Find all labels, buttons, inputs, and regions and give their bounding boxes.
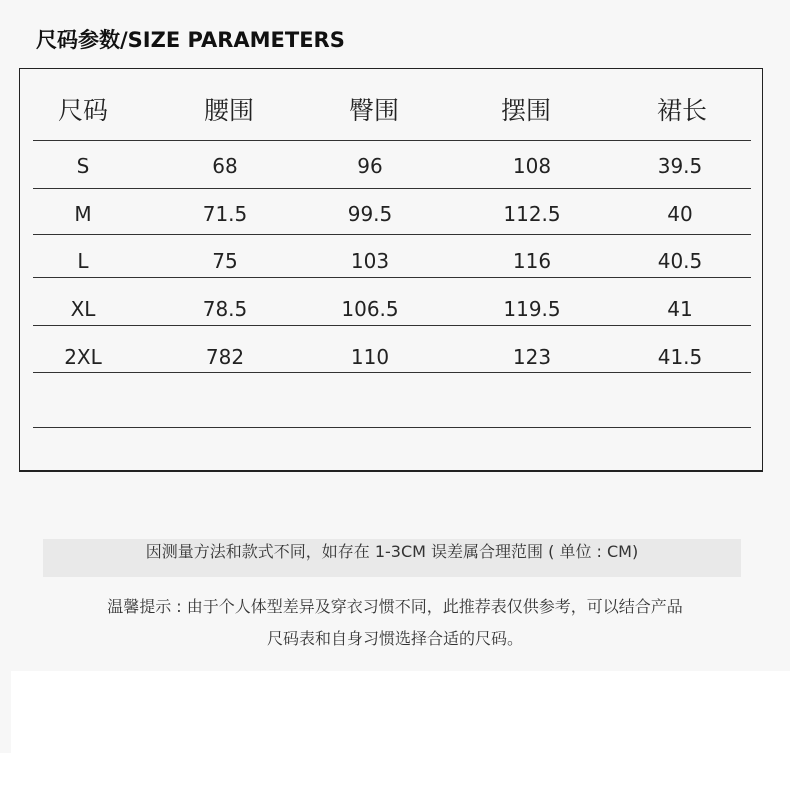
measurement-note: 因测量方法和款式不同，如存在 1-3CM 误差属合理范围 ( 单位 : CM) — [145, 542, 639, 561]
table-header-row — [33, 69, 751, 141]
cell-hip: 99.5 — [347, 202, 393, 226]
table-row — [33, 326, 751, 373]
tip-line-2: 尺码表和自身习惯选择合适的尺码。 — [266, 629, 523, 648]
table-row — [33, 278, 751, 326]
cell-size: 2XL — [64, 345, 102, 369]
header-size: 尺码 — [57, 96, 109, 125]
cell-hip: 96 — [357, 154, 383, 178]
blank-panel-bottom — [0, 753, 790, 797]
cell-length: 41.5 — [657, 345, 703, 369]
header-waist: 腰围 — [203, 96, 255, 125]
cell-length: 41 — [667, 297, 693, 321]
cell-size: S — [76, 154, 90, 178]
cell-hip: 106.5 — [341, 297, 399, 321]
table-row — [33, 235, 751, 278]
cell-hip: 110 — [350, 345, 390, 369]
empty-table-row — [33, 373, 751, 428]
cell-hem: 123 — [512, 345, 552, 369]
cell-size: L — [77, 249, 89, 273]
size-table — [19, 68, 763, 472]
cell-hem: 119.5 — [503, 297, 561, 321]
cell-waist: 78.5 — [202, 297, 248, 321]
cell-size: M — [74, 202, 92, 226]
header-length: 裙长 — [656, 96, 708, 125]
table-row — [33, 189, 751, 235]
cell-waist: 68 — [212, 154, 238, 178]
cell-length: 40.5 — [657, 249, 703, 273]
page-title: 尺码参数/SIZE PARAMETERS — [36, 28, 345, 52]
blank-panel — [11, 671, 790, 753]
table-row — [33, 141, 751, 189]
cell-hem: 116 — [512, 249, 552, 273]
cell-waist: 782 — [205, 345, 245, 369]
header-hem: 摆围 — [500, 96, 552, 125]
cell-size: XL — [70, 297, 96, 321]
cell-hip: 103 — [350, 249, 390, 273]
cell-hem: 108 — [512, 154, 552, 178]
cell-length: 40 — [667, 202, 693, 226]
cell-length: 39.5 — [657, 154, 703, 178]
cell-waist: 71.5 — [202, 202, 248, 226]
tip-line-1: 温馨提示 : 由于个人体型差异及穿衣习惯不同，此推荐表仅供参考，可以结合产品 — [107, 597, 683, 616]
header-hip: 臀围 — [348, 96, 400, 125]
measurement-note-band — [43, 539, 741, 577]
cell-hem: 112.5 — [503, 202, 561, 226]
cell-waist: 75 — [212, 249, 238, 273]
